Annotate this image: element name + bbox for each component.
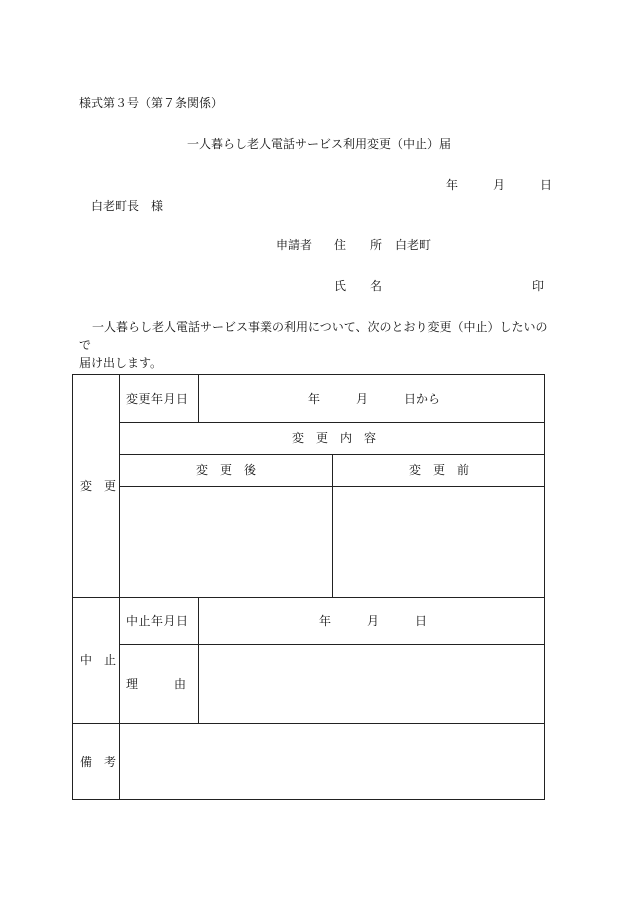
change-content-header: 変 更 内 容 (292, 431, 377, 445)
column-line (119, 374, 120, 800)
applicant-label: 申請者 (276, 238, 313, 252)
name-label: 氏 名 (334, 279, 383, 293)
table-border-left (72, 374, 73, 800)
seal-mark: 印 (532, 279, 545, 293)
section-line (72, 597, 545, 598)
form-number: 様式第３号（第７条関係） (79, 96, 224, 110)
after-change-field[interactable] (124, 492, 328, 592)
section-line (72, 723, 545, 724)
address-label: 住 所 (334, 238, 383, 252)
date-day-label: 日 (540, 178, 553, 192)
before-change-field[interactable] (337, 492, 540, 592)
column-line (198, 597, 199, 723)
column-line (332, 454, 333, 597)
date-month-label: 月 (493, 178, 506, 192)
table-border-right (544, 374, 545, 800)
stop-date-label: 中止年月日 (126, 614, 189, 628)
reason-field[interactable] (203, 650, 540, 718)
after-change-header: 変 更 後 (196, 463, 257, 477)
date-year-label: 年 (446, 178, 459, 192)
body-text-line-3: 届け出します。 (79, 356, 163, 370)
before-change-header: 変 更 前 (409, 463, 470, 477)
addressee: 白老町長 様 (91, 199, 164, 213)
table-border-top (72, 374, 545, 375)
row-line (119, 644, 545, 645)
remarks-field[interactable] (124, 729, 540, 795)
column-line (198, 374, 199, 422)
row-line (119, 422, 545, 423)
table-border-bottom (72, 799, 545, 800)
change-date-value[interactable]: 年 月 日から (308, 392, 441, 406)
address-value: 白老町 (395, 238, 432, 252)
change-date-label: 変更年月日 (126, 392, 189, 406)
body-text-line-2: で (79, 338, 92, 352)
stop-date-value[interactable]: 年 月 日 (319, 614, 428, 628)
body-text-line-1: 一人暮らし老人電話サービス事業の利用について、次のとおり変更（中止）したいの (92, 320, 548, 334)
stop-section-label: 中 止 (80, 653, 117, 667)
change-section-label: 変 更 (80, 479, 117, 493)
remarks-label: 備 考 (80, 755, 117, 769)
form-title: 一人暮らし老人電話サービス利用変更（中止）届 (187, 137, 452, 151)
reason-label: 理 由 (126, 677, 187, 691)
